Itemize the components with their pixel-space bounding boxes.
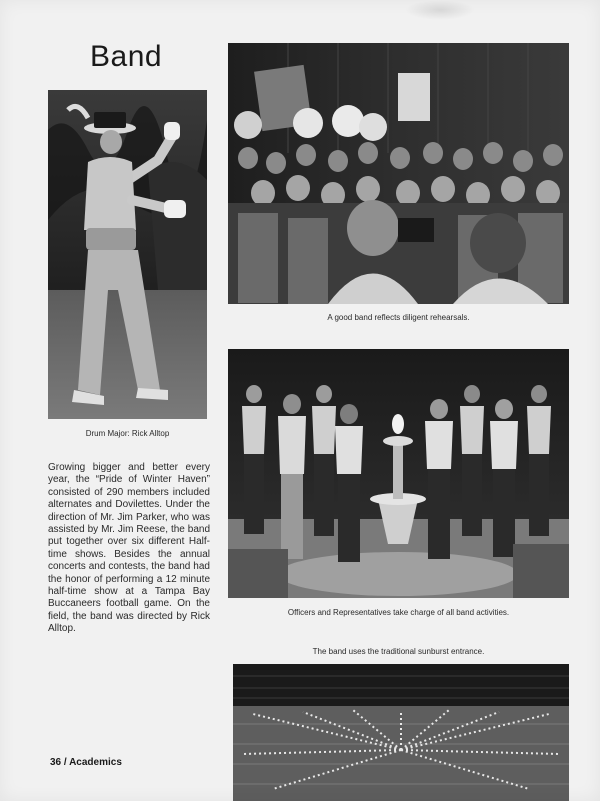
caption-sunburst: The band uses the traditional sunburst entrance.	[312, 647, 485, 656]
story-text: Growing bigger and better every year, the “Pride of Winter Haven” consisted of 290 members included alternates and Dovilettes. Under the direction of Mr. Jim Parker, who was assisted by Mr. Jim Reese, the band put together over six different Half-time shows. Besides the annual concerts and contests, the band had the honor of performing a 12 minute half-time show at a Tampa Bay Buccaneers football game. On the field, the band was directed by Rick Alltop.	[48, 462, 210, 635]
paper-smudge	[405, 0, 475, 20]
caption-officers: Officers and Representatives take charge of all band activities.	[287, 608, 510, 617]
officers-photo	[228, 349, 569, 598]
rehearsal-image	[228, 43, 569, 304]
sunburst-photo	[233, 664, 569, 801]
officers-image	[228, 349, 569, 598]
page-title: Band	[90, 40, 163, 73]
drum-major-image	[48, 90, 207, 419]
caption-rehearsal: A good band reflects diligent rehearsals.	[327, 313, 470, 322]
drum-major-photo	[48, 90, 207, 419]
page-folio: 36 / Academics	[50, 757, 122, 768]
rehearsal-photo	[228, 43, 569, 304]
sunburst-image	[233, 664, 569, 801]
caption-drum-major: Drum Major: Rick Alltop	[85, 429, 170, 438]
